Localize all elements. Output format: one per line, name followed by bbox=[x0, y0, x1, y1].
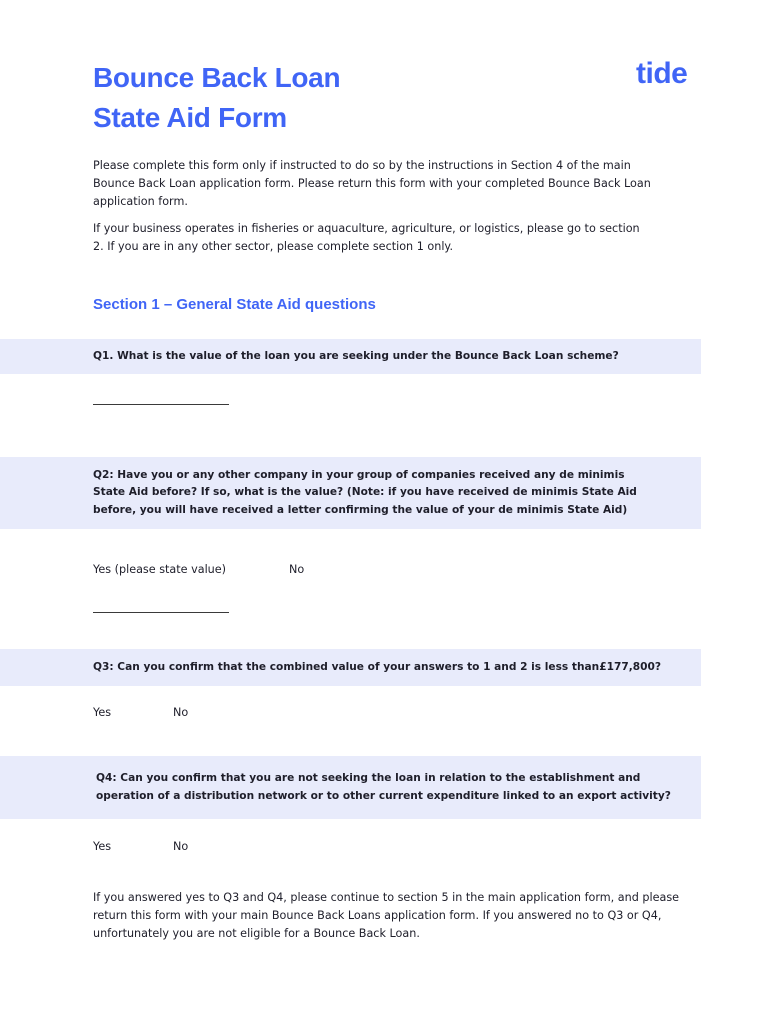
tide-logo: tide bbox=[636, 57, 688, 90]
q2-value-field[interactable] bbox=[93, 612, 229, 613]
question-2-text: Q2: Have you or any other company in your group of companies received any de minimis State Aid before? If so, what is the value? (Note: if you have received de minimis State Aid before, you will have received a letter confirming the value of your de minimis State Aid) bbox=[93, 468, 637, 516]
form-title bbox=[93, 58, 340, 138]
question-3-band bbox=[0, 649, 701, 686]
question-1-band bbox=[0, 339, 701, 374]
q2-yes-option[interactable]: Yes (please state value) bbox=[93, 563, 227, 576]
intro-paragraph-1: Please complete this form only if instructed to do so by the instructions in Section 4 of the main Bounce Back Loan application form. Please return this form with your completed Bounce Back Loan application form. bbox=[93, 159, 651, 208]
q2-no-option[interactable]: No bbox=[289, 563, 305, 576]
question-2-band bbox=[0, 457, 701, 529]
q3-yes-option[interactable]: Yes bbox=[93, 706, 112, 719]
q4-no-option[interactable]: No bbox=[173, 840, 189, 853]
form-title-line-1: Bounce Back Loan bbox=[93, 62, 341, 93]
question-4-text: Q4: Can you confirm that you are not seeking the loan in relation to the establishment and operation of a distribution network or to other current expenditure linked to an export activity? bbox=[96, 772, 671, 802]
closing-paragraph: If you answered yes to Q3 and Q4, please continue to section 5 in the main application form, and please return this form with your main Bounce Back Loans application form. If you answered no to Q3 or Q4, unfortunately you are not eligible for a Bounce Back Loan. bbox=[93, 891, 680, 940]
question-1-text: Q1. What is the value of the loan you are seeking under the Bounce Back Loan scheme? bbox=[93, 349, 619, 362]
q4-yes-option[interactable]: Yes bbox=[93, 840, 112, 853]
q1-answer-field[interactable] bbox=[93, 404, 229, 405]
section-1-heading: Section 1 – General State Aid questions bbox=[93, 296, 376, 313]
intro-paragraph-2: If your business operates in fisheries or aquaculture, agriculture, or logistics, please go to section 2. If you are in any other sector, please complete section 1 only. bbox=[93, 222, 640, 253]
form-title-line-2: State Aid Form bbox=[93, 102, 287, 133]
q3-no-option[interactable]: No bbox=[173, 706, 189, 719]
question-3-text: Q3: Can you confirm that the combined value of your answers to 1 and 2 is less than£177,800? bbox=[93, 660, 661, 673]
question-4-band bbox=[0, 756, 701, 819]
